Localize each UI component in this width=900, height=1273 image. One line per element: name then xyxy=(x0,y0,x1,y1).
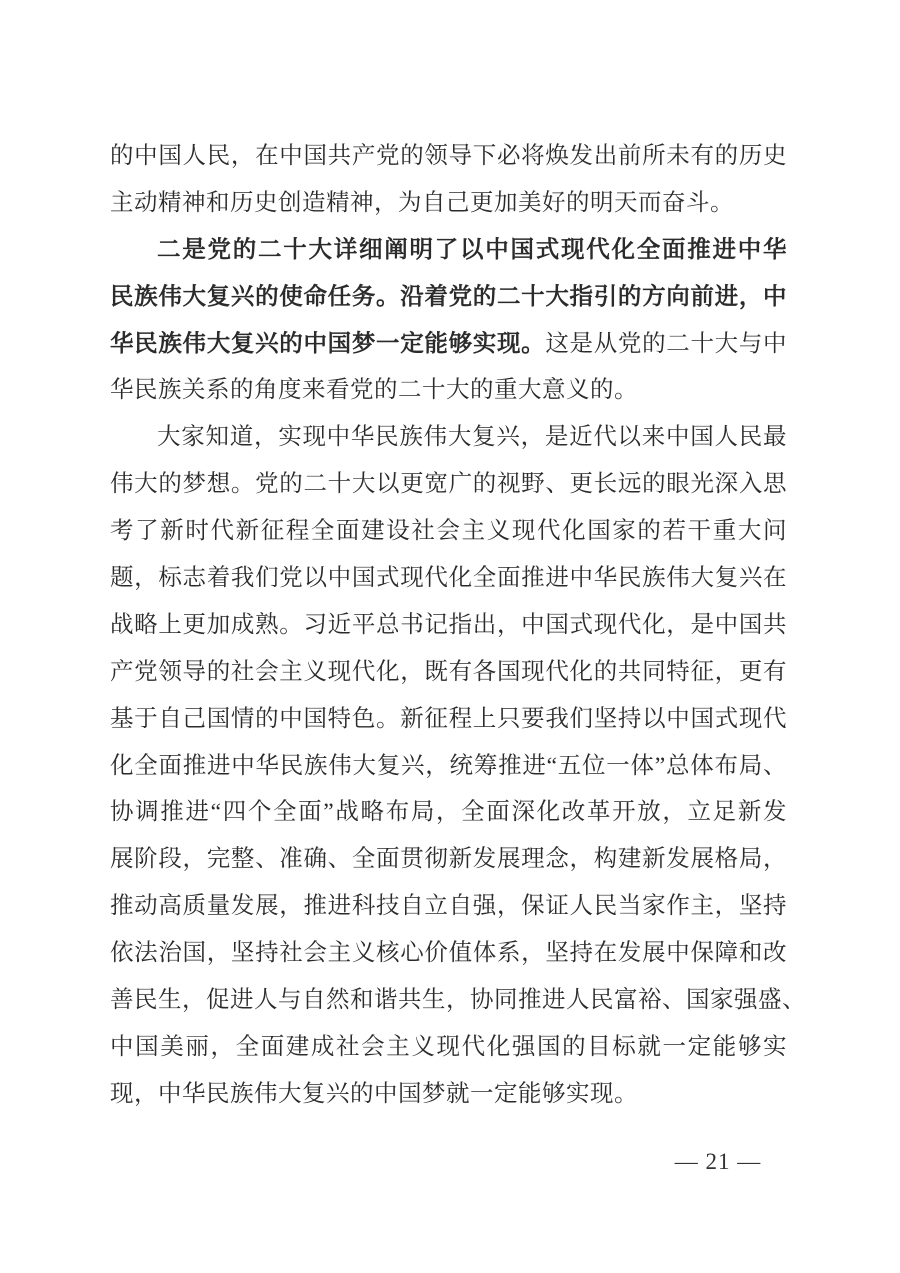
text-segment: 化全面推进中华民族伟大复兴，统筹推进“五位一体”总体布局、 xyxy=(110,752,787,779)
bold-text-segment: 二是党的二十大详细阐明了以中国式现代化全面推进中华 xyxy=(157,236,787,263)
text-line xyxy=(110,321,787,368)
text-line xyxy=(110,789,787,836)
text-segment: 善民生，促进人与自然和谐共生，协同推进人民富裕、国家强盛、 xyxy=(110,987,806,1014)
text-segment: 伟大的梦想。党的二十大以更宽广的视野、更长远的眼光深入思 xyxy=(110,471,787,498)
text-line xyxy=(110,602,787,649)
text-segment: 依法治国，坚持社会主义核心价值体系，坚持在发展中保障和改 xyxy=(110,940,787,967)
text-segment: 基于自己国情的中国特色。新征程上只要我们坚持以中国式现代 xyxy=(110,705,787,732)
text-line xyxy=(110,180,787,227)
text-segment: 的中国人民，在中国共产党的领导下必将焕发出前所未有的历史 xyxy=(110,143,787,169)
text-line xyxy=(110,743,787,790)
text-line xyxy=(110,977,806,1024)
text-segment: 这是从党的二十大与中 xyxy=(545,330,788,357)
text-line xyxy=(110,414,787,461)
text-segment: 考了新时代新征程全面建设社会主义现代化国家的若干重大问 xyxy=(110,518,787,545)
text-line xyxy=(110,930,787,977)
bold-text-segment: 民族伟大复兴的使命任务。沿着党的二十大指引的方向前进，中 xyxy=(110,283,787,310)
text-line xyxy=(110,133,787,180)
text-line xyxy=(110,836,787,883)
text-line xyxy=(110,1024,787,1071)
text-segment: 战略上更加成熟。习近平总书记指出，中国式现代化，是中国共 xyxy=(110,611,787,638)
text-line xyxy=(110,227,787,274)
text-segment: 产党领导的社会主义现代化，既有各国现代化的共同特征，更有 xyxy=(110,658,787,685)
text-segment: 华民族关系的角度来看党的二十大的重大意义的。 xyxy=(110,377,638,404)
text-line xyxy=(110,367,787,414)
text-segment: 现，中华民族伟大复兴的中国梦就一定能够实现。 xyxy=(110,1080,638,1107)
text-line xyxy=(110,555,787,602)
text-line xyxy=(110,649,787,696)
text-segment: 中国美丽，全面建成社会主义现代化强国的目标就一定能够实 xyxy=(110,1033,787,1060)
text-segment: 大家知道，实现中华民族伟大复兴，是近代以来中国人民最 xyxy=(157,424,787,451)
bold-text-segment: 华民族伟大复兴的中国梦一定能够实现。 xyxy=(110,330,546,357)
text-line xyxy=(110,508,787,555)
page-number: — 21 — xyxy=(674,1149,762,1174)
text-line xyxy=(110,274,787,321)
text-segment: 题，标志着我们党以中国式现代化全面推进中华民族伟大复兴在 xyxy=(110,565,787,592)
text-segment: 推动高质量发展，推进科技自立自强，保证人民当家作主，坚持 xyxy=(110,893,787,920)
document-body xyxy=(110,133,806,1118)
text-line xyxy=(110,1071,787,1118)
text-line xyxy=(110,696,787,743)
text-segment: 协调推进“四个全面”战略布局，全面深化改革开放，立足新发 xyxy=(110,799,787,826)
text-line xyxy=(110,461,787,508)
text-segment: 主动精神和历史创造精神，为自己更加美好的明天而奋斗。 xyxy=(110,189,734,216)
text-line xyxy=(110,883,787,930)
text-segment: 展阶段，完整、准确、全面贯彻新发展理念，构建新发展格局， xyxy=(110,846,787,873)
